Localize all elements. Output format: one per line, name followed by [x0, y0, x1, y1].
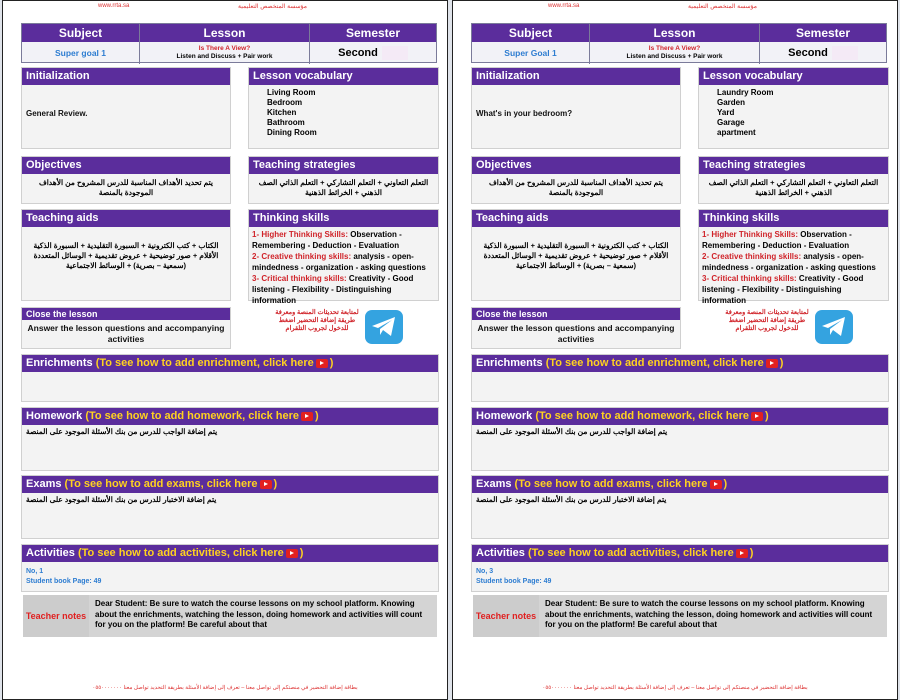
telegram-promo-text[interactable]: لمتابعة تحديثات المنصة ومعرفة طريقة إضافة التحضير اضغط للدخول لجروب التلقرام — [275, 309, 359, 332]
page-footer: بطاقة إضافة التحضير في منصتكم إلى تواصل معنا – تعرف إلى إضافة الأسئلة بطريقة التحديد تواصل معنا ٠٥٥٠٠٠٠٠٠٠ — [542, 685, 808, 691]
activity-info: No, 1 Student book Page: 49 — [26, 568, 102, 585]
objectives-box — [21, 156, 231, 204]
subject-cell — [472, 24, 590, 64]
vocabulary-item: Bathroom — [267, 118, 305, 127]
telegram-promo-text[interactable]: لمتابعة تحديثات المنصة ومعرفة طريقة إضافة التحضير اضغط للدخول لجروب التلقرام — [725, 309, 809, 332]
exams-text: يتم إضافة الاختبار للدرس من بنك الأسئلة الموجود على المنصة — [26, 495, 217, 504]
youtube-icon[interactable] — [316, 359, 328, 368]
youtube-icon[interactable] — [766, 359, 778, 368]
subject-heading: Subject — [472, 24, 589, 42]
semester-heading: Semester — [310, 24, 436, 42]
semester-value: Second — [788, 47, 828, 59]
activities-help-link[interactable]: (To see how to add activities, click here ) — [77, 547, 304, 559]
page-footer: بطاقة إضافة التحضير في منصتكم إلى تواصل معنا – تعرف إلى إضافة الأسئلة بطريقة التحديد تواصل معنا ٠٥٥٠٠٠٠٠٠٠ — [92, 685, 358, 691]
teaching-aids-box — [21, 209, 231, 301]
enrichments-help-link[interactable]: (To see how to add enrichment, click here ) — [95, 357, 334, 369]
vocabulary-item: Yard — [717, 108, 735, 117]
objectives-text: يتم تحديد الأهداف المناسبة للدرس المشروح من الأهداف الموجودة بالمنصة — [488, 178, 664, 197]
strategies-box — [248, 156, 439, 204]
semester-value: Second — [338, 47, 378, 59]
close-lesson-box — [471, 307, 681, 349]
exams-box — [21, 475, 439, 539]
initialization-box — [471, 67, 681, 149]
lesson-subtitle: Listen and Discuss + Pair work — [626, 53, 723, 60]
activities-heading: Activities (To see how to add activities, click here ) — [22, 545, 438, 562]
vocabulary-heading: Lesson vocabulary — [249, 68, 438, 85]
thinking-skills-heading: Thinking skills — [249, 210, 438, 227]
teaching-aids-heading: Teaching aids — [22, 210, 230, 227]
vocabulary-item: Laundry Room — [717, 88, 774, 97]
vocabulary-list — [249, 85, 438, 138]
exams-heading: Exams (To see how to add exams, click here ) — [22, 476, 438, 493]
lesson-header-table — [471, 23, 887, 63]
lesson-plan-page-2 — [452, 0, 898, 700]
initialization-text: What's in your bedroom? — [476, 109, 573, 118]
initialization-text: General Review. — [26, 109, 88, 118]
lesson-heading: Lesson — [590, 24, 759, 42]
activity-info: No, 3 Student book Page: 49 — [476, 568, 552, 585]
lesson-title: Is There A View? — [198, 45, 251, 52]
youtube-icon[interactable] — [710, 480, 722, 489]
lesson-cell — [140, 24, 310, 64]
close-lesson-text: Answer the lesson questions and accompanying activities — [27, 323, 225, 344]
initialization-box — [21, 67, 231, 149]
activities-box — [471, 544, 889, 592]
teaching-aids-text: الكتاب + كتب الكترونية + السبورة التقليدية + السبورة الذكية الأقلام + صور توضيحية + عروض تقديمية + الوسائل المتعددة (سمعية – بصرية) + الوسائط الاجتماعية — [483, 241, 669, 270]
semester-heading: Semester — [760, 24, 886, 42]
thinking-skills-text: 1- Higher Thinking Skills: Observation - Remembering - Deduction - Evaluation 2- Creative thinking skills: analysis - open-mindedness - organization - asking questions 3- Critical thinking skills: Creativity - Good listening - Flexibility - Distinguishing information — [252, 230, 426, 305]
vocabulary-item: Garage — [717, 118, 745, 127]
homework-help-link[interactable]: (To see how to add homework, click here ) — [85, 410, 319, 422]
subject-value: Super Goal 1 — [504, 48, 557, 58]
telegram-icon[interactable] — [815, 310, 853, 344]
homework-text: يتم إضافة الواجب للدرس من بنك الأسئلة الموجود على المنصة — [476, 427, 668, 436]
enrichments-heading: Enrichments (To see how to add enrichment, click here ) — [472, 355, 888, 372]
exams-heading: Exams (To see how to add exams, click here ) — [472, 476, 888, 493]
semester-cell — [310, 24, 436, 64]
exams-text: يتم إضافة الاختبار للدرس من بنك الأسئلة الموجود على المنصة — [476, 495, 667, 504]
enrichments-heading: Enrichments (To see how to add enrichment, click here ) — [22, 355, 438, 372]
youtube-icon[interactable] — [260, 480, 272, 489]
lesson-heading: Lesson — [140, 24, 309, 42]
teacher-notes-row — [473, 595, 887, 637]
close-lesson-heading: Close the lesson — [22, 308, 230, 320]
vocabulary-heading: Lesson vocabulary — [699, 68, 888, 85]
teaching-aids-box — [471, 209, 681, 301]
youtube-icon[interactable] — [751, 412, 763, 421]
strategies-text: التعلم التعاوني + التعلم التشاركي + التعلم الذاتي الصف الذهني + الخرائط الذهنية — [708, 178, 879, 197]
site-url[interactable]: www.rrta.sa — [548, 3, 580, 9]
thinking-skills-box — [248, 209, 439, 305]
strategies-heading: Teaching strategies — [699, 157, 888, 174]
exams-help-link[interactable]: (To see how to add exams, click here ) — [64, 478, 278, 490]
youtube-icon[interactable] — [301, 412, 313, 421]
subject-heading: Subject — [22, 24, 139, 42]
teacher-notes-row — [23, 595, 437, 637]
enrichments-help-link[interactable]: (To see how to add enrichment, click here ) — [545, 357, 784, 369]
redaction-mask — [382, 46, 408, 60]
page-top-bar — [453, 1, 897, 13]
subject-value: Super goal 1 — [54, 48, 106, 58]
page-top-bar — [3, 1, 447, 13]
teaching-aids-heading: Teaching aids — [472, 210, 680, 227]
organization-name: مؤسسة المتخصص التعليمية — [688, 4, 757, 10]
youtube-icon[interactable] — [736, 549, 748, 558]
enrichments-box — [21, 354, 439, 402]
strategies-box — [698, 156, 889, 204]
lesson-header-table — [21, 23, 437, 63]
objectives-heading: Objectives — [472, 157, 680, 174]
teacher-notes-text: Dear Student: Be sure to watch the course lessons on my school platform. Knowing about the enrichments, watching the lesson, doing homework and activities will count for you on the platform! Be careful about that — [539, 595, 887, 637]
lesson-title: Is There A View? — [648, 45, 701, 52]
strategies-heading: Teaching strategies — [249, 157, 438, 174]
close-lesson-heading: Close the lesson — [472, 308, 680, 320]
teacher-notes-label: Teacher notes — [475, 611, 537, 621]
vocabulary-item: Dining Room — [267, 128, 317, 137]
vocabulary-item: apartment — [717, 128, 756, 137]
vocabulary-box — [248, 67, 439, 149]
homework-text: يتم إضافة الواجب للدرس من بنك الأسئلة الموجود على المنصة — [26, 427, 218, 436]
homework-box — [471, 407, 889, 471]
activities-box — [21, 544, 439, 592]
objectives-box — [471, 156, 681, 204]
homework-heading: Homework (To see how to add homework, click here ) — [472, 408, 888, 425]
homework-box — [21, 407, 439, 471]
initialization-heading: Initialization — [22, 68, 230, 85]
thinking-skills-heading: Thinking skills — [699, 210, 888, 227]
vocabulary-item: Kitchen — [267, 108, 297, 117]
activities-help-link[interactable]: (To see how to add activities, click here ) — [527, 547, 754, 559]
youtube-icon[interactable] — [286, 549, 298, 558]
subject-cell — [22, 24, 140, 64]
thinking-skills-text: 1- Higher Thinking Skills: Observation - Remembering - Deduction - Evaluation 2- Creative thinking skills: analysis - open-mindedness - organization - asking questions 3- Critical thinking skills: Creativity - Good listening - Flexibility - Distinguishing information — [702, 230, 876, 305]
vocabulary-list — [699, 85, 888, 138]
strategies-text: التعلم التعاوني + التعلم التشاركي + التعلم الذاتي الصف الذهني + الخرائط الذهنية — [258, 178, 429, 197]
telegram-icon[interactable] — [365, 310, 403, 344]
teaching-aids-text: الكتاب + كتب الكترونية + السبورة التقليدية + السبورة الذكية الأقلام + صور توضيحية + عروض تقديمية + الوسائل المتعددة (سمعية – بصرية) + الوسائط الاجتماعية — [33, 241, 219, 270]
objectives-heading: Objectives — [22, 157, 230, 174]
vocabulary-item: Bedroom — [267, 98, 303, 107]
vocabulary-item: Living Room — [267, 88, 316, 97]
exams-box — [471, 475, 889, 539]
lesson-cell — [590, 24, 760, 64]
objectives-text: يتم تحديد الأهداف المناسبة للدرس المشروح من الأهداف الموجودة بالمنصة — [38, 178, 214, 197]
vocabulary-item: Garden — [717, 98, 746, 107]
activities-heading: Activities (To see how to add activities, click here ) — [472, 545, 888, 562]
teacher-notes-text: Dear Student: Be sure to watch the course lessons on my school platform. Knowing about the enrichments, watching the lesson, doing homework and activities will count for you on the platform! Be careful about that — [89, 595, 437, 637]
exams-help-link[interactable]: (To see how to add exams, click here ) — [514, 478, 728, 490]
site-url[interactable]: www.rrta.sa — [98, 3, 130, 9]
lesson-subtitle: Listen and Discuss + Pair work — [176, 53, 273, 60]
close-lesson-box — [21, 307, 231, 349]
initialization-heading: Initialization — [472, 68, 680, 85]
organization-name: مؤسسة المتخصص التعليمية — [238, 4, 307, 10]
teacher-notes-label: Teacher notes — [25, 611, 87, 621]
thinking-skills-box — [698, 209, 889, 305]
lesson-plan-page-1 — [2, 0, 448, 700]
redaction-mask — [832, 46, 858, 60]
homework-help-link[interactable]: (To see how to add homework, click here ) — [535, 410, 769, 422]
enrichments-box — [471, 354, 889, 402]
close-lesson-text: Answer the lesson questions and accompanying activities — [477, 323, 675, 344]
homework-heading: Homework (To see how to add homework, click here ) — [22, 408, 438, 425]
vocabulary-box — [698, 67, 889, 149]
semester-cell — [760, 24, 886, 64]
